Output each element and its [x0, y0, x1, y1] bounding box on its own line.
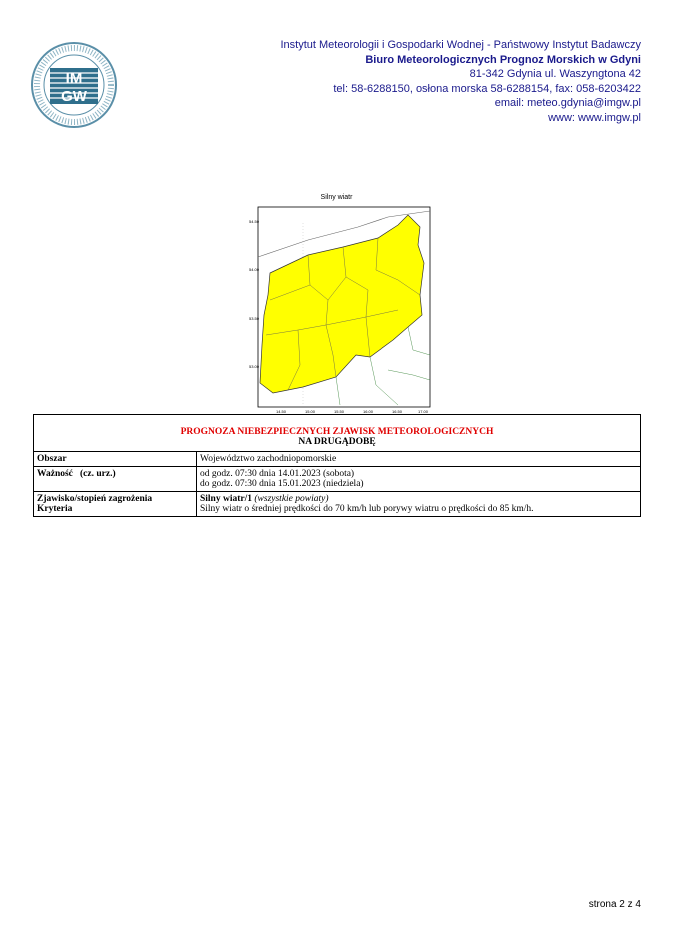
validity-from: od godz. 07:30 dnia 14.01.2023 (sobota) [200, 469, 355, 479]
lon-label: 15.00 [305, 409, 316, 414]
lat-label: 53.00 [249, 364, 260, 369]
page-number: strona 2 z 4 [588, 899, 641, 910]
phenomenon-value: Silny wiatr/1 [200, 494, 252, 504]
validity-label-cell [34, 467, 197, 492]
phenomenon-label-cell [34, 492, 197, 517]
warning-map [248, 205, 438, 415]
lon-label: 16.00 [363, 409, 374, 414]
website: www: www.imgw.pl [548, 111, 641, 124]
validity-unit: (cz. urz.) [80, 469, 116, 479]
bureau-name: Biuro Meteorologicznych Prognoz Morskich w Gdyni [365, 53, 641, 66]
banner-title: PROGNOZA NIEBEZPIECZNYCH ZJAWISK METEOROLOGICZNYCH [180, 427, 494, 437]
email: email: meteo.gdynia@imgw.pl [494, 97, 641, 109]
warning-table [33, 414, 641, 517]
imgw-logo [24, 40, 124, 130]
validity-to: do godz. 07:30 dnia 15.01.2023 (niedziela) [200, 479, 364, 489]
warning-banner [34, 415, 641, 452]
area-value: Województwo zachodniopomorskie [197, 452, 641, 467]
phenomenon-value-cell [197, 492, 641, 517]
lon-label: 15.50 [334, 409, 345, 414]
lon-label: 14.50 [276, 409, 287, 414]
phone-fax: tel: 58-6288150, osłona morska 58-6288154, fax: 058-6203422 [333, 82, 641, 95]
address: 81-342 Gdynia ul. Waszyngtona 42 [469, 68, 641, 80]
phenomenon-label: Zjawisko/stopień zagrożenia [37, 494, 153, 504]
institute-name: Instytut Meteorologii i Gospodarki Wodnej - Państwowy Instytut Badawczy [280, 39, 641, 51]
lon-label: 17.00 [418, 409, 429, 414]
lat-label: 54.50 [249, 219, 260, 224]
criteria-label: Kryteria [37, 504, 73, 514]
criteria-value: Silny wiatr o średniej prędkości do 70 km/h lub porywy wiatru o prędkości do 85 km/h. [200, 504, 534, 514]
banner-subtitle: NA DRUGĄDOBĘ [298, 437, 376, 447]
map-title: Silny wiatr [320, 194, 353, 201]
validity-value-cell [197, 467, 641, 492]
lon-label: 16.50 [392, 409, 403, 414]
validity-label: Ważność [37, 469, 73, 479]
institute-header [280, 38, 641, 125]
area-label: Obszar [34, 452, 197, 467]
lat-label: 54.00 [249, 267, 260, 272]
lat-label: 53.50 [249, 316, 260, 321]
svg-text:IM: IM [65, 70, 83, 87]
svg-text:GW: GW [61, 88, 87, 105]
phenomenon-scope: (wszystkie powiaty) [254, 494, 329, 504]
